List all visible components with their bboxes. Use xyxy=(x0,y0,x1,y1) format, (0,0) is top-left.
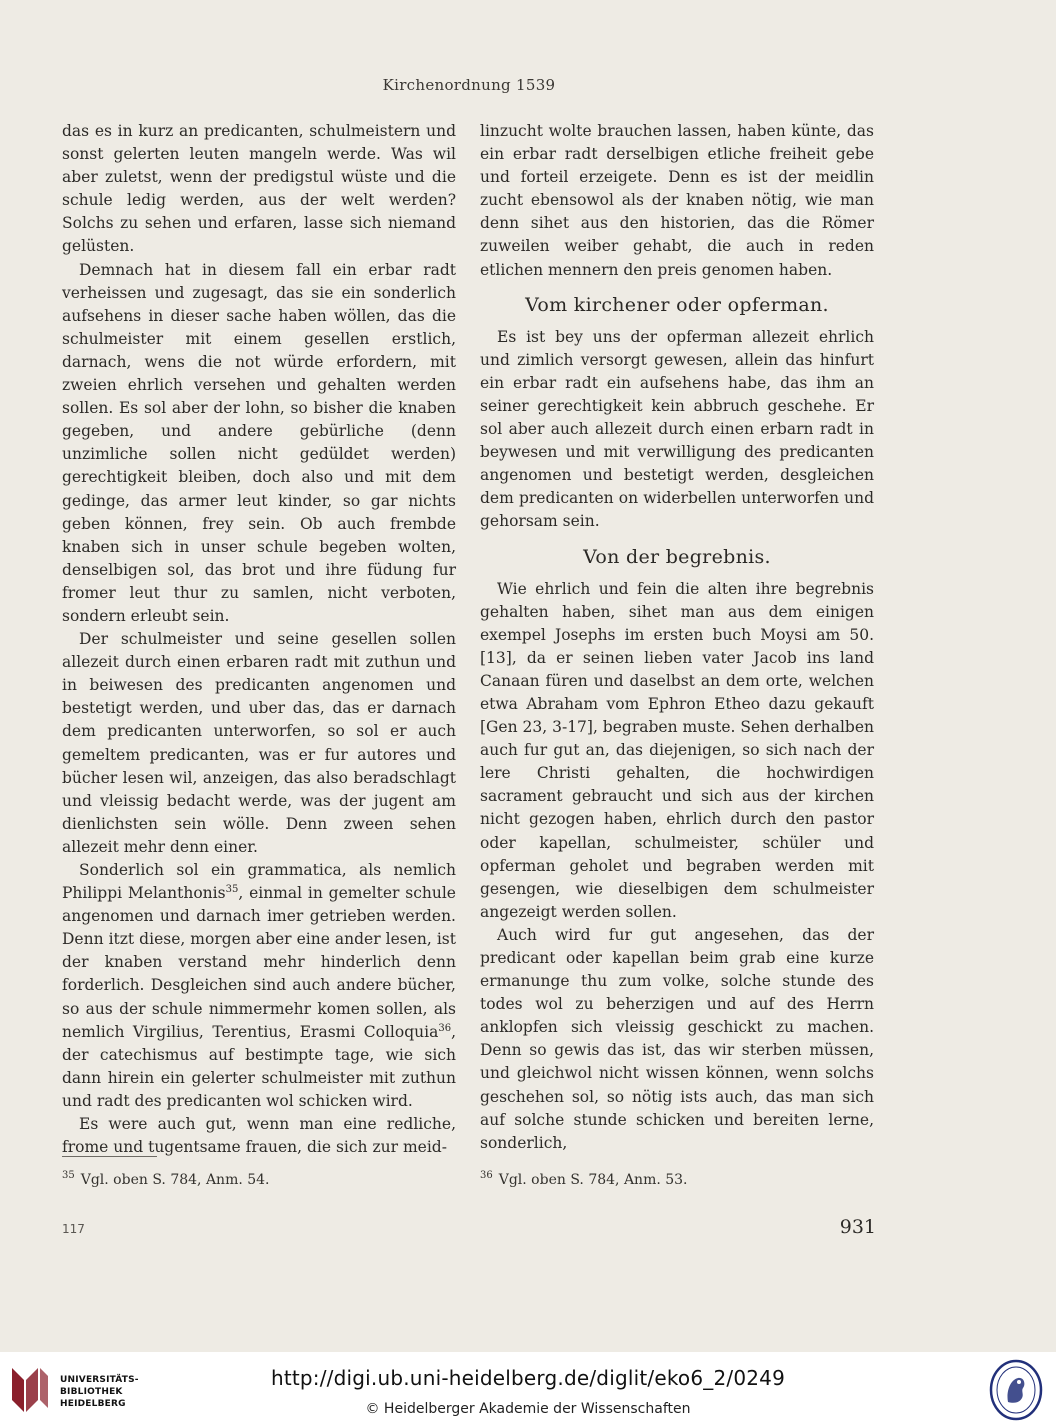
section-heading: Vom kirchener oder opferman. xyxy=(525,293,829,316)
paragraph: linzucht wolte brauchen lassen, haben künte, das ein erbar radt derselbigen etliche freiheit gebe und forteil erzeigete. Denn es ist der meidlin zucht ebensowol als der knaben nötig, wie man denn sihet aus den historien, das die Römer zuweilen weiber gehabt, die auch in reden etlichen mennern den preis genomen haben. xyxy=(480,122,874,279)
section-heading: Von der begrebnis. xyxy=(583,545,771,568)
footer-bar xyxy=(0,1352,1056,1428)
paragraph: Demnach hat in diesem fall ein erbar radt verheissen und zugesagt, das sie ein sonderlich aufsehens in dieser sache haben wöllen, das die schulmeister mit einem gesellen erstlich, darnach, wens die not würde erfordern, mit zweien ehrlich versehen und gehalten werden sollen. Es sol aber der lohn, so bisher die knaben gegeben, und andere gebürliche (denn unzimliche sollen nicht gedüldet werden) gerechtigkeit bleiben, doch also und mit dem gedinge, das armer leut kinder, so gar nichts geben können, frey sein. Ob auch frembde knaben sich in unser schule begeben wolten, denselbigen sol, das brot und ihre füdung fur fromer leut thur zu samlen, nicht verboten, sondern erleubt sein. xyxy=(62,260,456,625)
paragraph: Es were auch gut, wenn man eine redliche, frome und tugentsame frauen, die sich zur meid- xyxy=(62,1115,456,1157)
logo-line: UNIVERSITÄTS- xyxy=(60,1375,139,1385)
permalink-url[interactable]: http://digi.ub.uni-heidelberg.de/diglit/eko6_2/0249 xyxy=(270,1366,786,1390)
footnote-ref-35: 35 xyxy=(225,883,239,895)
paragraph-text: Sonderlich sol ein grammatica, als nemlich Philippi Melanthonis xyxy=(62,861,456,903)
right-column xyxy=(480,120,874,1155)
paragraph: Es ist bey uns der opferman allezeit ehrlich und zimlich versorgt gewesen, allein das hinfurt ein erbar radt ein aufsehens habe, das ihm an seiner gerechtigkeit kein abbruch geschehe. Er sol aber auch allezeit durch einen erbarn radt in beywesen und mit verwilligung des predicanten angenomen und bestetigt werden, desgleichen dem predicanten on widerbellen unterworfen und gehorsam sein. xyxy=(480,327,874,531)
paragraph: Auch wird fur gut angesehen, das der predicant oder kapellan beim grab eine kurze ermanunge thu zum volke, solche stunde des todes wol zu beherzigen und auf des Herrn anklopfen sich vleissig geschickt zu machen. Denn so gewis das ist, das wir sterben müssen, und gleichwol nicht wissen können, wenn solchs geschehen sol, so nötig ists auch, das man sich auf solche stunde schicken und bereiten lerne, sonderlich, xyxy=(480,925,874,1152)
paragraph: Der schulmeister und seine gesellen sollen allezeit durch einen erbaren radt mit zuthun und in beiwesen des predicanten angenomen und bestetigt werden, und uber das, das er darnach dem predicanten unterworfen, so sol er auch gemeltem predicanten, was er fur autores und bücher lesen wil, anzeigen, das also beradschlagt und vleissig bedacht werde, was der jugent am dienlichsten sein wölle. Denn zween sehen allezeit mehr denn einer. xyxy=(62,630,456,856)
running-title: Kirchenordnung 1539 xyxy=(382,76,556,94)
paragraph-text: , einmal in gemelter schule angenomen und darnach imer getrieben werden. Denn itzt diese, morgen aber eine ander lesen, ist der knaben verstand mehr hinderlich denn forderlich. Desgleichen sind auch andere bücher, so aus der schule nimmermehr komen sollen, als nemlich Virgilius, Terentius, Erasmi Colloquia xyxy=(62,884,456,1041)
footnote-36 xyxy=(480,1170,688,1190)
paragraph: das es in kurz an predicanten, schulmeistern und sonst gelerten leuten mangeln werde. Was wil aber zuletst, wenn der predigstul wüste und die schule ledig werden, aus der welt werden? Solchs zu sehen und erfaren, lasse sich niemand gelüsten. xyxy=(62,122,456,256)
footnote-35 xyxy=(62,1170,270,1190)
signature-mark: 117 xyxy=(62,1222,85,1236)
page-number: 931 xyxy=(839,1216,876,1238)
left-column xyxy=(62,120,456,1159)
paragraph-text: , der catechismus auf bestimpte tage, wie sich dann hirein ein gelerter schulmeister mit zuthun und radt des predicanten wol schicken wird. xyxy=(62,1022,456,1110)
footnote-ref-36: 36 xyxy=(438,1022,452,1034)
footnote-number: 36 xyxy=(480,1170,493,1182)
paragraph xyxy=(62,859,456,1113)
footnote-rule xyxy=(62,1156,157,1157)
paragraph: Wie ehrlich und fein die alten ihre begrebnis gehalten haben, sihet man aus dem einigen exempel Josephs im ersten buch Moysi am 50. [13], da er seinen lieben vater Jacob ins land Canaan füren und daselbst an dem orte, welchen etwa Abraham vom Ephron Etheo dazu gekauft [Gen 23, 3-17], begraben muste. Sehen derhalben auch fur gut an, das diejenigen, so sich nach der lere Christi gehalten, die hochwirdigen sacrament gebraucht und sich aus der kirchen nicht gezogen haben, ehrlich durch den pastor oder kapellan, schulmeister, schüler und opferman geholet und begraben werden mit gesengen, wie dieselbigen dem schulmeister angezeigt werden sollen. xyxy=(480,579,874,921)
logo-line: HEIDELBERG xyxy=(60,1399,126,1409)
footnote-text: Vgl. oben S. 784, Anm. 54. xyxy=(80,1172,270,1188)
logo-line: BIBLIOTHEK xyxy=(60,1387,123,1397)
university-seal-icon xyxy=(988,1358,1044,1422)
footnote-text: Vgl. oben S. 784, Anm. 53. xyxy=(498,1172,688,1188)
footnote-number: 35 xyxy=(62,1170,75,1182)
copyright-notice: © Heidelberger Akademie der Wissenschaften xyxy=(365,1401,691,1417)
